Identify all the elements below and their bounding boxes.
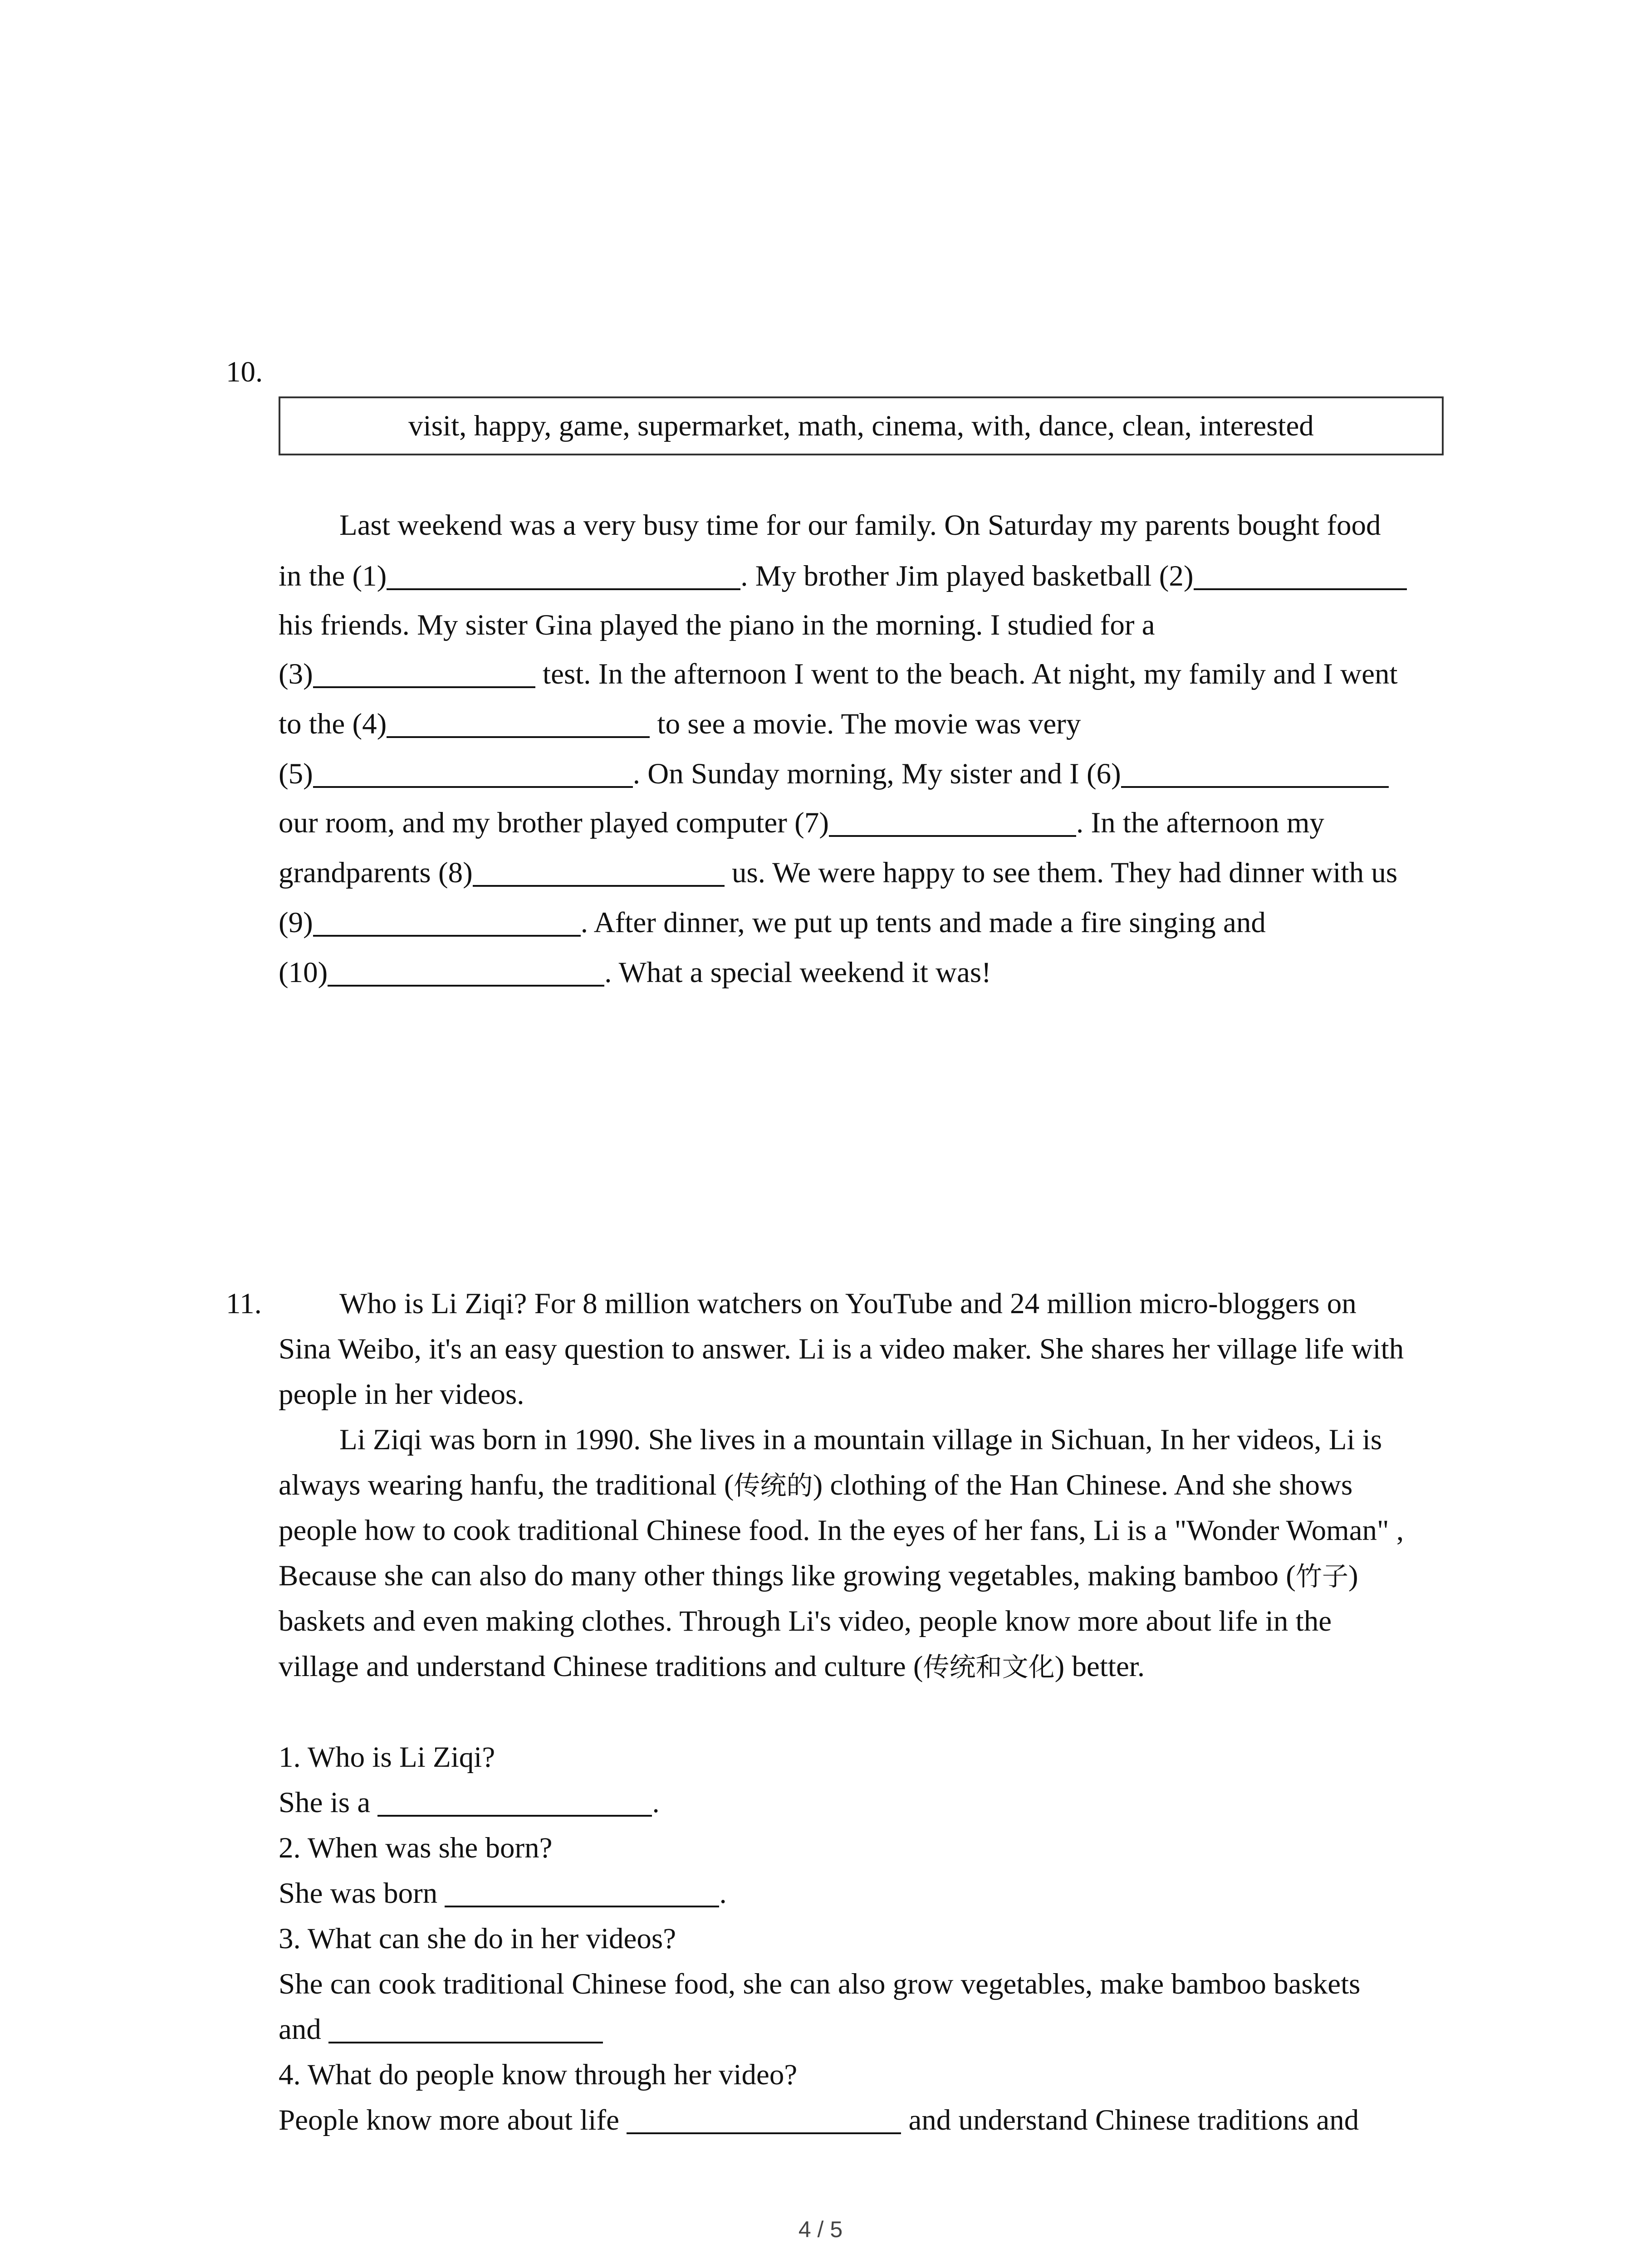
answer-blank-2[interactable] bbox=[445, 1878, 719, 1907]
q11-passage-line-1: Who is Li Ziqi? For 8 million watchers on YouTube and 24 million micro-bloggers on bbox=[339, 1287, 1357, 1320]
blank-8[interactable] bbox=[473, 858, 725, 887]
page-number: 4 / 5 bbox=[798, 2217, 843, 2242]
q11-question-2: 2. When was she born? bbox=[279, 1832, 553, 1864]
blank-4[interactable] bbox=[387, 709, 650, 738]
q11-passage-line-2: Sina Weibo, it's an easy question to answer. Li is a video maker. She shares her village life with bbox=[279, 1333, 1404, 1365]
q11-passage-line-6: people how to cook traditional Chinese food. In the eyes of her fans, Li is a "Wonder Woman" , bbox=[279, 1514, 1404, 1547]
q11-passage-line-4: Li Ziqi was born in 1990. She lives in a mountain village in Sichuan, In her videos, Li is bbox=[339, 1423, 1382, 1456]
q11-answer-1: She is a . bbox=[279, 1786, 660, 1819]
q10-line-5: to the (4) to see a movie. The movie was very bbox=[279, 708, 1081, 740]
q11-question-1: 1. Who is Li Ziqi? bbox=[279, 1741, 495, 1774]
blank-9[interactable] bbox=[313, 908, 581, 937]
q10-line-9: (9) . After dinner, we put up tents and made a fire singing and bbox=[279, 906, 1266, 939]
blank-3[interactable] bbox=[313, 659, 535, 688]
word-bank-box bbox=[279, 396, 1444, 455]
q10-line-2: in the (1) . My brother Jim played basketball (2) bbox=[279, 553, 1407, 599]
blank-10[interactable] bbox=[328, 958, 604, 987]
q11-passage-line-9: village and understand Chinese traditions and culture (传统和文化) better. bbox=[279, 1650, 1145, 1683]
q11-question-3: 3. What can she do in her videos? bbox=[279, 1922, 676, 1955]
q10-line-7: our room, and my brother played computer (7) . In the afternoon my bbox=[279, 807, 1324, 839]
q11-passage-line-7: Because she can also do many other things like growing vegetables, making bamboo (竹子) bbox=[279, 1559, 1358, 1592]
blank-7[interactable] bbox=[829, 808, 1076, 837]
q10-line-4: (3) test. In the afternoon I went to the beach. At night, my family and I went bbox=[279, 658, 1398, 690]
q10-line-1: Last weekend was a very busy time for our family. On Saturday my parents bought food bbox=[339, 509, 1381, 542]
blank-1[interactable] bbox=[387, 561, 740, 590]
q11-answer-2: She was born . bbox=[279, 1877, 727, 1910]
q10-line-8: grandparents (8) us. We were happy to see them. They had dinner with us bbox=[279, 856, 1398, 889]
blank-2[interactable] bbox=[1194, 561, 1407, 590]
q10-line-10: (10) . What a special weekend it was! bbox=[279, 956, 991, 989]
q11-passage-line-8: baskets and even making clothes. Through Li's video, people know more about life in the bbox=[279, 1605, 1332, 1637]
answer-blank-3[interactable] bbox=[328, 2014, 603, 2043]
q11-answer-3-line-2: and bbox=[279, 2007, 603, 2052]
q10-line-3: his friends. My sister Gina played the piano in the morning. I studied for a bbox=[279, 609, 1155, 641]
blank-6[interactable] bbox=[1121, 759, 1389, 788]
q11-question-4: 4. What do people know through her video? bbox=[279, 2058, 798, 2091]
q11-answer-3-line-1: She can cook traditional Chinese food, she can also grow vegetables, make bamboo baskets bbox=[279, 1968, 1361, 2000]
question-number-11: 11. bbox=[226, 1287, 262, 1320]
q11-passage-line-3: people in her videos. bbox=[279, 1378, 524, 1411]
answer-blank-1[interactable] bbox=[377, 1788, 652, 1817]
q11-answer-4: People know more about life and understand Chinese traditions and bbox=[279, 2104, 1359, 2136]
answer-blank-4[interactable] bbox=[627, 2105, 901, 2134]
blank-5[interactable] bbox=[313, 759, 633, 788]
question-number-10: 10. bbox=[226, 356, 263, 388]
q11-passage-line-5: always wearing hanfu, the traditional (传统的) clothing of the Han Chinese. And she shows bbox=[279, 1469, 1353, 1501]
word-bank-text: visit, happy, game, supermarket, math, cinema, with, dance, clean, interested bbox=[408, 409, 1314, 442]
q10-line-6: (5) . On Sunday morning, My sister and I (6) bbox=[279, 751, 1389, 797]
